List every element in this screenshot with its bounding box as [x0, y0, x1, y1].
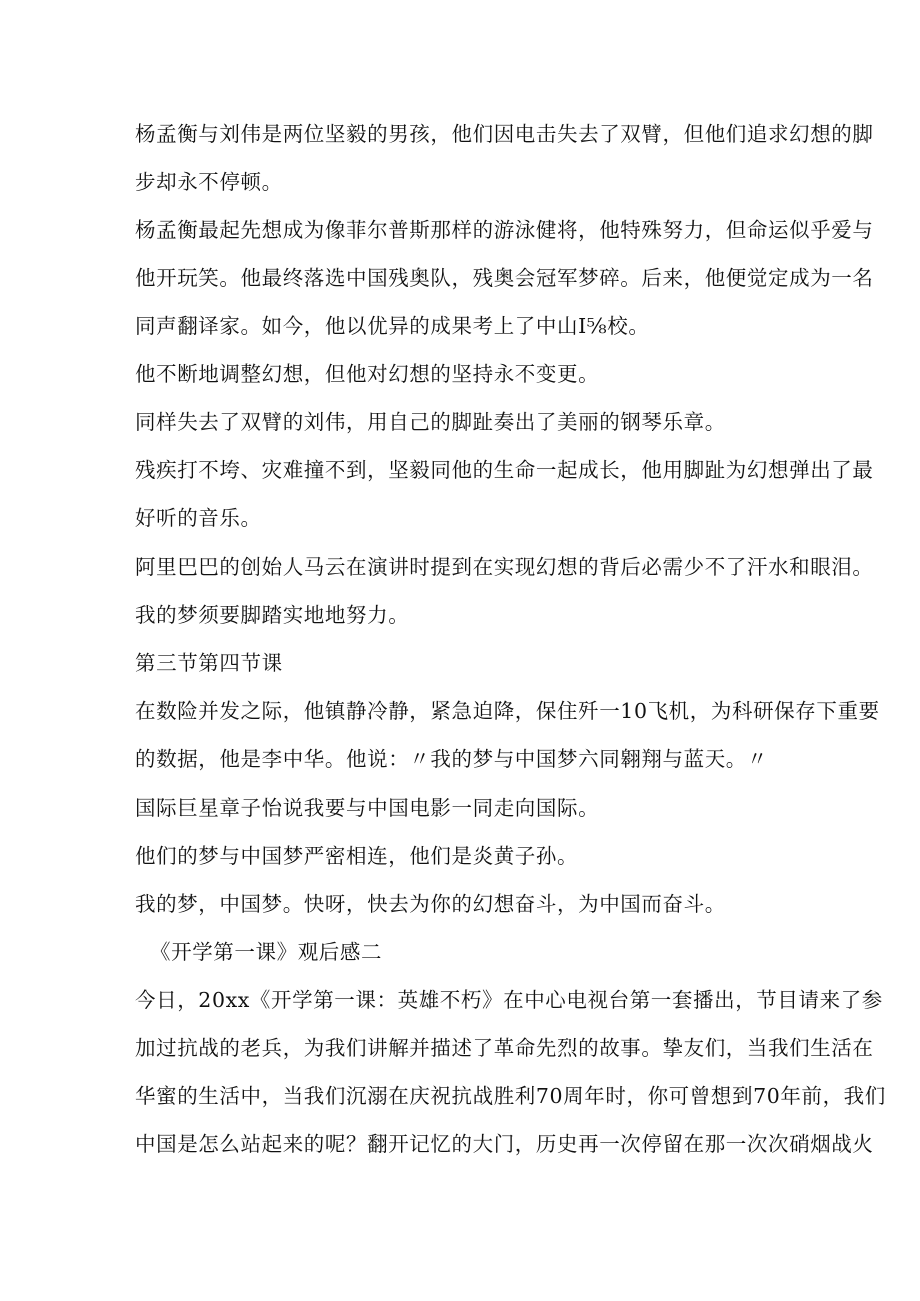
text-line: 同样失去了双臂的刘伟，用自己的脚趾奏出了美丽的钢琴乐章。 [135, 410, 726, 434]
paragraph [135, 976, 886, 1168]
text-line: 他们的梦与中国梦严密相连，他们是炎黄子孙。 [135, 844, 579, 868]
text-line: 他开玩笑。他最终落选中国残奥队，残奥会冠军梦碎。后来，他便觉定成为一名 [135, 266, 874, 290]
text-line: 我的梦，中国梦。快呀，快去为你的幻想奋斗，为中国而奋斗。 [135, 892, 726, 916]
paragraph [135, 687, 880, 783]
text-line: 《开学第一课》观后感二 [150, 940, 383, 964]
text-line: 在数险并发之际，他镇静冷静，紧急迫降，保住歼一10飞机，为科研保存下重要 [135, 699, 880, 723]
text-line: 残疾打不垮、灾难撞不到，坚毅同他的生命一起成长，他用脚趾为幻想弹出了最 [135, 458, 874, 482]
text-line: 他不断地调整幻想，但他对幻想的坚持永不变更。 [135, 362, 600, 386]
paragraph [135, 206, 874, 350]
paragraph [135, 784, 795, 832]
text-line: 杨孟衡最起先想成为像菲尔普斯那样的游泳健将，他特殊努力，但命运似乎爱与 [135, 218, 874, 242]
text-line: 第三节第四节课 [135, 651, 283, 675]
section-heading [135, 639, 795, 687]
text-line: 国际巨星章子怡说我要与中国电影一同走向国际。 [135, 796, 600, 820]
paragraph [135, 110, 874, 206]
text-line: 我的梦须要脚踏实地地努力。 [135, 603, 410, 627]
text-line: 今日，20xx《开学第一课：英雄不朽》在中心电视台第一套播出，节目请来了参 [135, 988, 883, 1012]
paragraph [135, 350, 795, 398]
paragraph [135, 398, 795, 446]
text-line: 同声翻译家。如今，他以优异的成果考上了中山I⅝校。 [135, 314, 650, 338]
text-line: 的数据，他是李中华。他说：〃我的梦与中国梦六同翱翔与蓝天。〃 [135, 747, 768, 771]
text-line: 华蜜的生活中，当我们沉溺在庆祝抗战胜利70周年时，你可曾想到70年前，我们 [135, 1084, 886, 1108]
paragraph [135, 543, 874, 591]
paragraph [135, 880, 795, 928]
text-line: 中国是怎么站起来的呢？翻开记忆的大门，历史再一次停留在那一次次硝烟战火 [135, 1132, 874, 1156]
text-line: 加过抗战的老兵，为我们讲解并描述了革命先烈的故事。挚友们，当我们生活在 [135, 1036, 874, 1060]
paragraph [135, 832, 795, 880]
article-heading [150, 928, 810, 976]
paragraph [135, 591, 795, 639]
text-line: 阿里巴巴的创始人马云在演讲时提到在实现幻想的背后必需少不了汗水和眼泪。 [135, 555, 874, 579]
paragraph [135, 446, 874, 542]
text-line: 杨孟衡与刘伟是两位坚毅的男孩，他们因电击失去了双臂，但他们追求幻想的脚 [135, 122, 874, 146]
text-line: 好听的音乐。 [135, 506, 262, 530]
text-line: 步却永不停顿。 [135, 170, 283, 194]
